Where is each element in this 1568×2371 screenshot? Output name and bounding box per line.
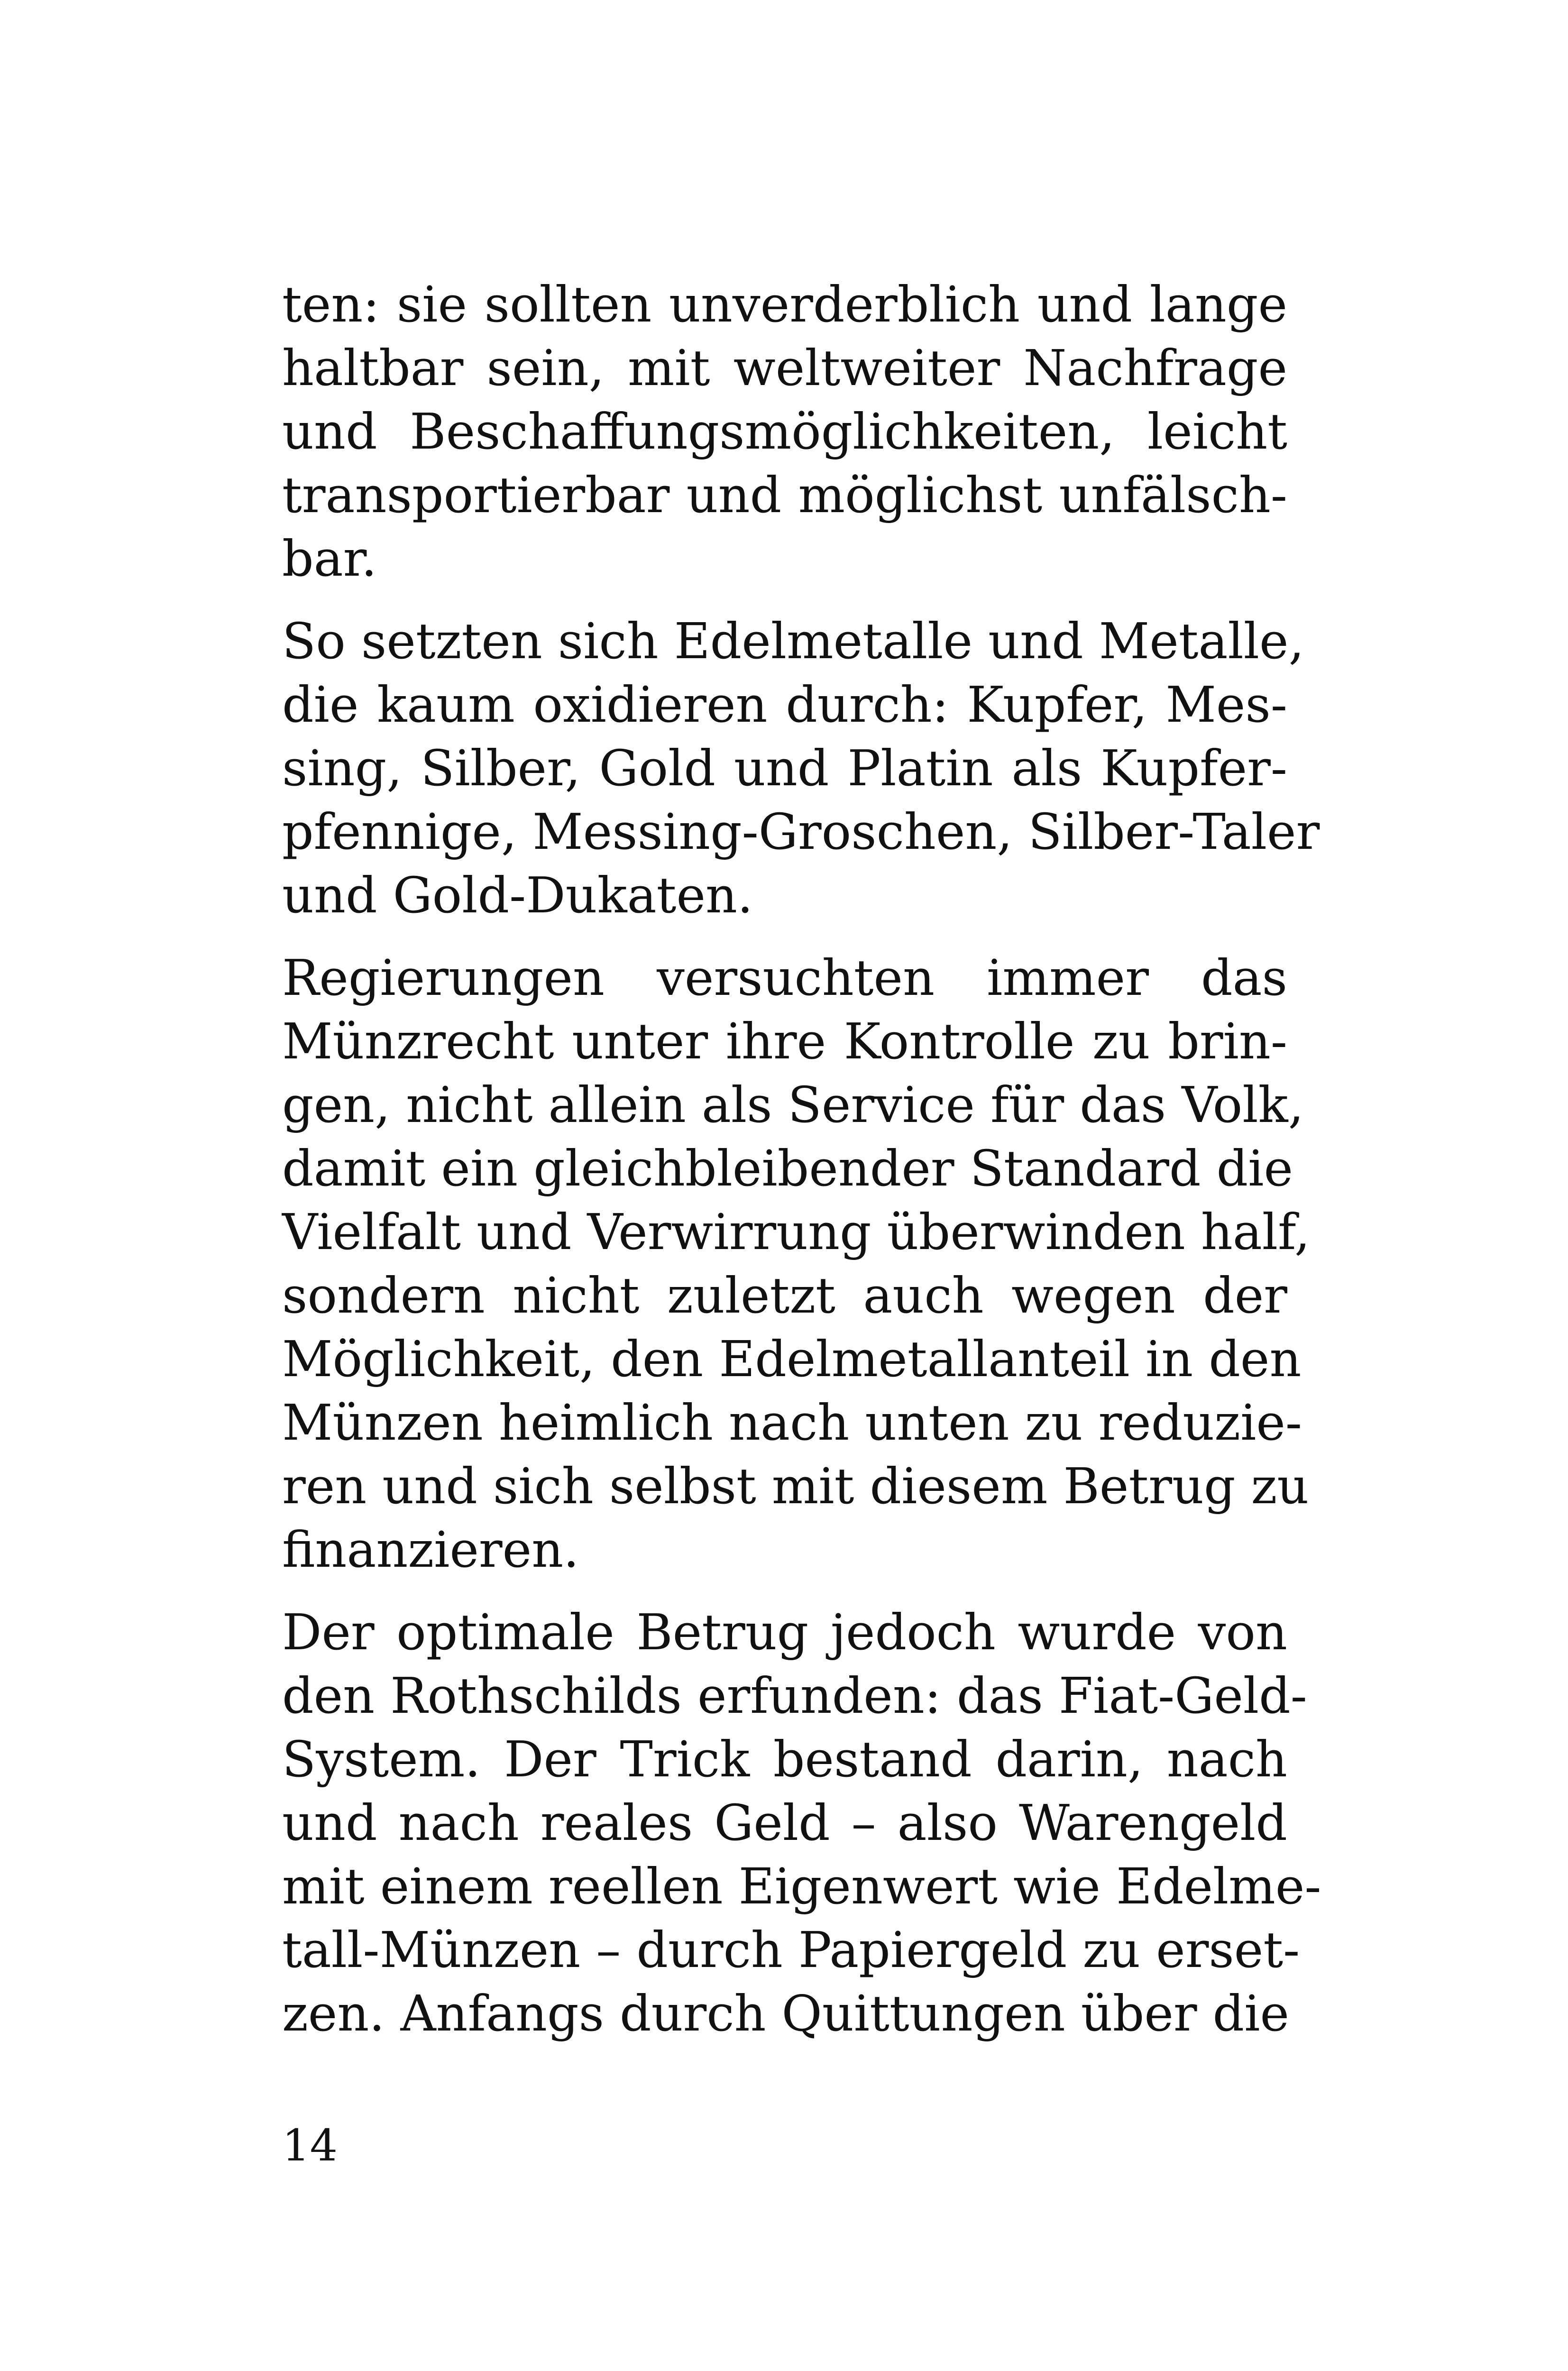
text-line: mit einem reellen Eigenwert wie Edelme- [282,1857,1321,1915]
paragraph-3 [282,946,1311,1581]
text-line: Der optimale Betrug jedoch wurde von [282,1603,1287,1661]
text-line: die kaum oxidieren durch: Kupfer, Mes- [282,676,1287,734]
text-line: ten: sie sollten unverderblich und lange [282,276,1287,333]
text-line: Münzen heimlich nach unten zu reduzie- [282,1394,1302,1452]
text-line: den Rothschilds erfunden: das Fiat-Geld- [282,1667,1307,1725]
text-line: zen. Anfangs durch Quittungen über die [282,1985,1290,2042]
text-line: und Gold-Dukaten. [282,866,753,924]
text-line: So setzten sich Edelmetalle und Metalle, [282,612,1304,670]
text-line: Regierungen versuchten immer das [282,949,1287,1007]
text-line: pfennige, Messing-Groschen, Silber-Taler [282,803,1320,861]
text-line: haltbar sein, mit weltweiter Nachfrage [282,339,1287,397]
text-line: und Beschaffungsmöglichkeiten, leicht [282,403,1287,460]
text-line: und nach reales Geld – also Warengeld [282,1794,1287,1852]
text-line: Münzrecht unter ihre Kontrolle zu brin- [282,1012,1287,1070]
page-number: 14 [282,2120,338,2171]
text-line: sing, Silber, Gold und Platin als Kupfer- [282,739,1287,797]
text-line: gen, nicht allein als Service für das Volk, [282,1076,1304,1134]
paragraph-4 [282,1600,1321,2045]
text-line: finanzieren. [282,1521,579,1579]
text-line: transportierbar und möglichst unfälsch- [282,466,1287,524]
text-line: Vielfalt und Verwirrung überwinden half, [282,1203,1311,1261]
text-line: damit ein gleichbleibender Standard die [282,1140,1293,1197]
paragraph-2 [282,609,1320,927]
text-line: ren und sich selbst mit diesem Betrug zu [282,1457,1309,1515]
text-line: bar. [282,530,377,588]
text-line: Möglichkeit, den Edelmetallanteil in den [282,1330,1302,1388]
text-line: tall-Münzen – durch Papiergeld zu erset- [282,1921,1300,1979]
text-line: sondern nicht zuletzt auch wegen der [282,1267,1287,1324]
text-line: System. Der Trick bestand darin, nach [282,1730,1287,1788]
paragraph-1 [282,273,1287,590]
body-text [282,273,1321,2064]
